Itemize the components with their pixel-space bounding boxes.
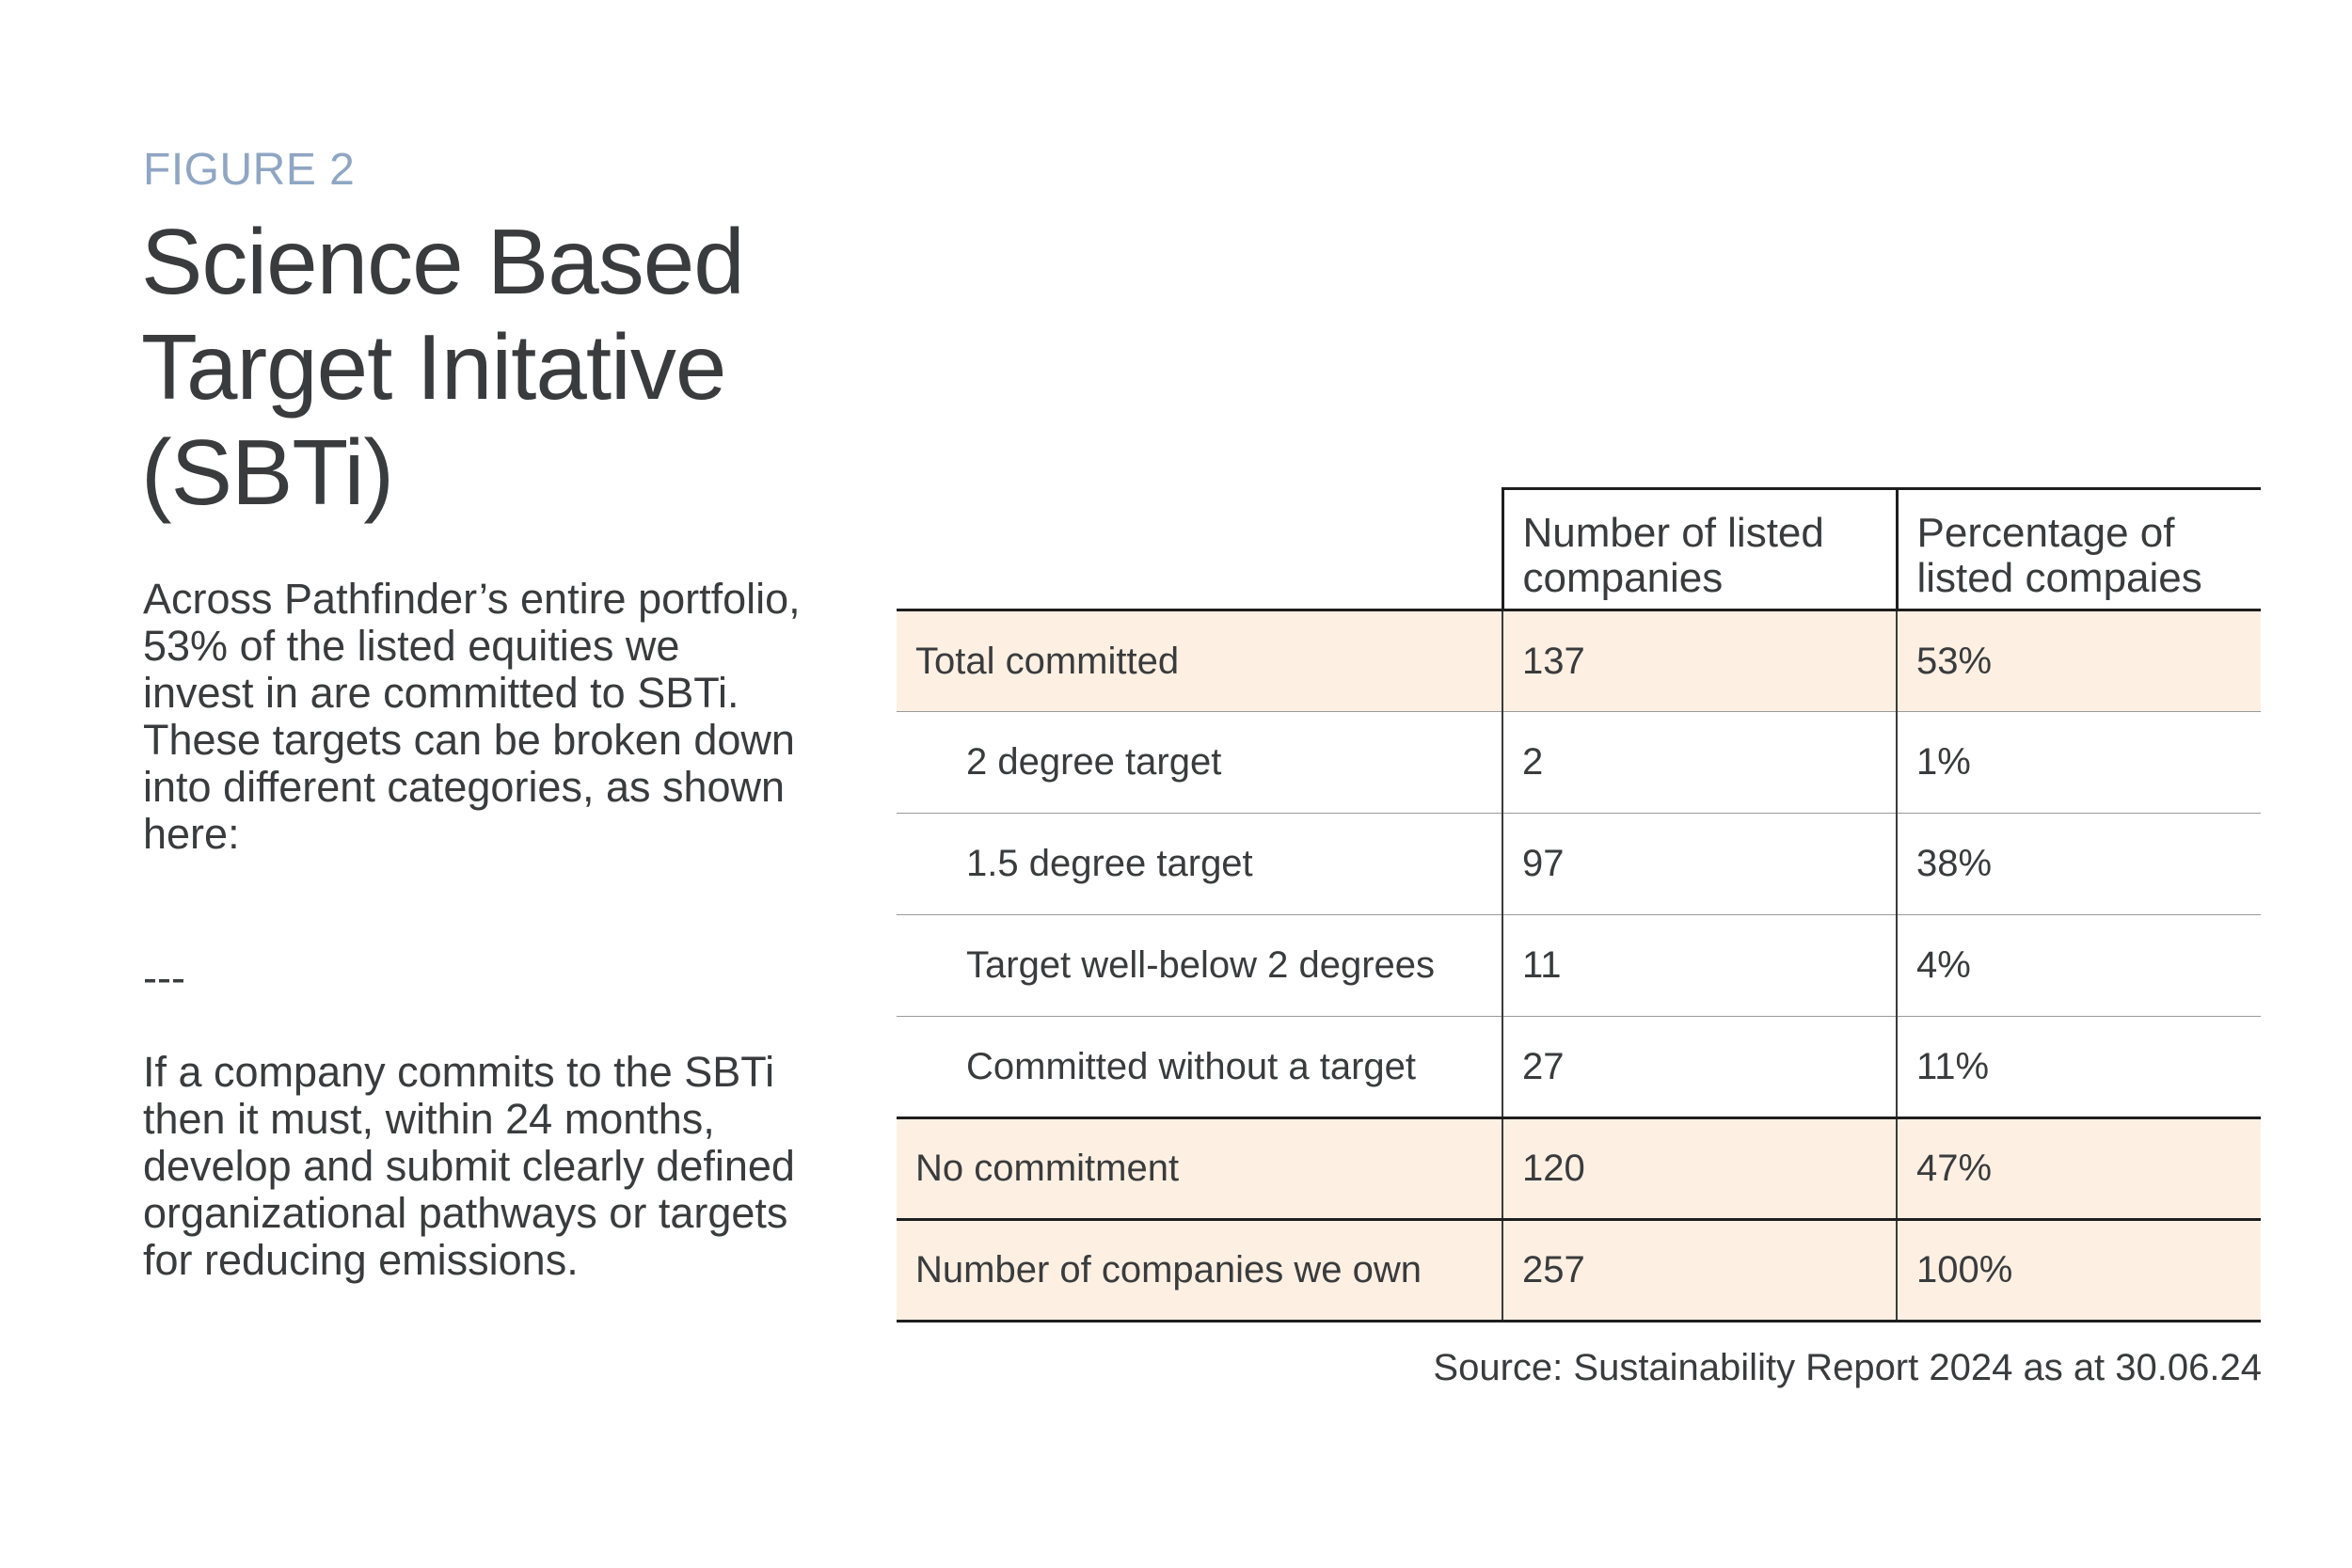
page-title: Science Based Target Initative (SBTi) <box>141 210 744 524</box>
row-number: 257 <box>1502 1220 1897 1322</box>
source-note: Source: Sustainability Report 2024 as at 30.06.24 <box>1433 1347 2262 1388</box>
row-label: 2 degree target <box>897 712 1502 814</box>
row-percentage: 38% <box>1897 814 2261 915</box>
table-header-row <box>897 489 2261 610</box>
row-number: 2 <box>1502 712 1897 814</box>
row-number: 27 <box>1502 1017 1897 1118</box>
detail-paragraph: If a company commits to the SBTi then it must, within 24 months, develop and submit clearly defined organizational pathways or targets for reducing emissions. <box>143 1048 795 1284</box>
row-label: Committed without a target <box>897 1017 1502 1118</box>
row-percentage: 47% <box>1897 1118 2261 1220</box>
sbti-table <box>897 487 2261 1323</box>
row-number: 97 <box>1502 814 1897 915</box>
table-row-1-5-degree-target <box>897 814 2261 915</box>
table-row-total-committed <box>897 610 2261 712</box>
row-number: 11 <box>1502 915 1897 1017</box>
table-row-committed-without-target <box>897 1017 2261 1118</box>
table-row-2-degree-target <box>897 712 2261 814</box>
row-label: 1.5 degree target <box>897 814 1502 915</box>
row-label: Target well-below 2 degrees <box>897 915 1502 1017</box>
header-percentage-of-listed-companies: Percentage of listed compaies <box>1897 489 2261 610</box>
row-label: No commitment <box>897 1118 1502 1220</box>
row-percentage: 11% <box>1897 1017 2261 1118</box>
table-row-well-below-2-degrees <box>897 915 2261 1017</box>
intro-paragraph: Across Pathfinder’s entire portfolio, 53% of the listed equities we invest in are committed to SBTi. These targets can be broken down into different categories, as shown here: <box>143 575 801 858</box>
row-percentage: 1% <box>1897 712 2261 814</box>
table-row-companies-we-own <box>897 1220 2261 1322</box>
table-row-no-commitment <box>897 1118 2261 1220</box>
figure-label: FIGURE 2 <box>143 145 356 195</box>
row-number: 137 <box>1502 610 1897 712</box>
row-label: Total committed <box>897 610 1502 712</box>
row-number: 120 <box>1502 1118 1897 1220</box>
row-percentage: 100% <box>1897 1220 2261 1322</box>
header-label <box>897 489 1502 610</box>
row-label: Number of companies we own <box>897 1220 1502 1322</box>
row-percentage: 4% <box>1897 915 2261 1017</box>
header-number-of-listed-companies: Number of listed companies <box>1502 489 1897 610</box>
text-divider: --- <box>143 954 185 1002</box>
row-percentage: 53% <box>1897 610 2261 712</box>
